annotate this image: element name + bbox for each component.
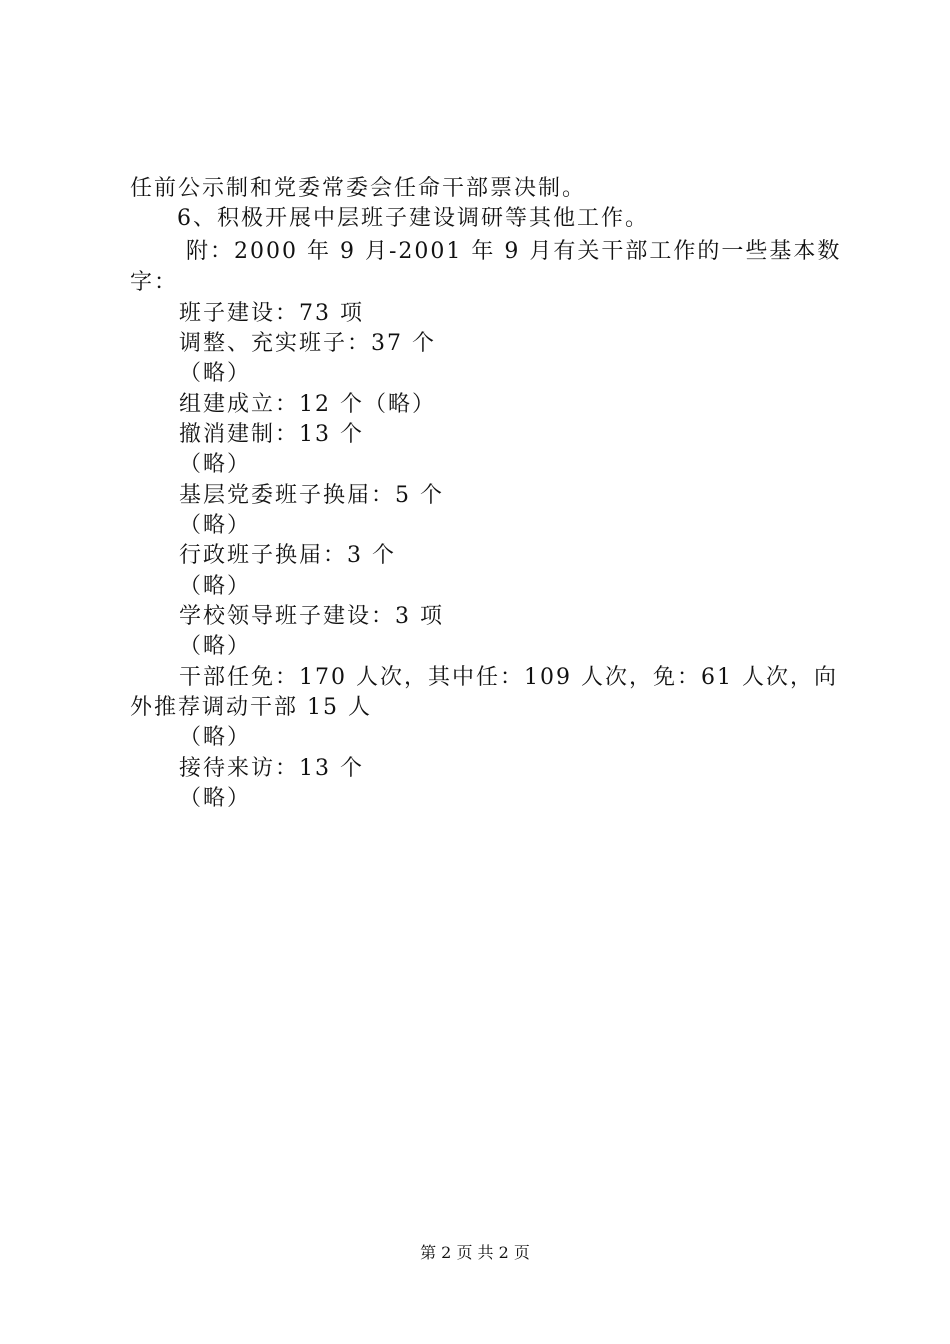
text-line: 基层党委班子换届：5 个 (179, 483, 444, 508)
text-line: 接待来访：13 个 (179, 756, 364, 781)
text-line: 外推荐调动干部 15 人 (130, 695, 372, 720)
text-line: 行政班子换届：3 个 (179, 543, 396, 568)
text-line: 附：2000 年 9 月-2001 年 9 月有关干部工作的一些基本数 (186, 239, 842, 264)
text-line: （略） (179, 452, 252, 477)
text-line: 学校领导班子建设：3 项 (179, 604, 444, 629)
text-line: 撤消建制：13 个 (179, 422, 364, 447)
text-line: 干部任免：170 人次，其中任：109 人次，免：61 人次，向 (179, 665, 838, 690)
text-line: （略） (179, 574, 252, 599)
text-line: 任前公示制和党委常委会任命干部票决制。 (130, 176, 587, 201)
text-line: （略） (179, 634, 252, 659)
text-line: （略） (179, 361, 252, 386)
text-line: 组建成立：12 个（略） (179, 392, 436, 417)
text-line: 班子建设：73 项 (179, 301, 364, 326)
text-line: 6、积极开展中层班子建设调研等其他工作。 (177, 206, 649, 231)
text-line: （略） (179, 513, 252, 538)
text-line: （略） (179, 786, 252, 811)
text-line: 调整、充实班子：37 个 (179, 331, 436, 356)
text-line: （略） (179, 725, 252, 750)
page-footer: 第 2 页 共 2 页 (420, 1243, 530, 1262)
text-line: 字： (130, 270, 179, 295)
